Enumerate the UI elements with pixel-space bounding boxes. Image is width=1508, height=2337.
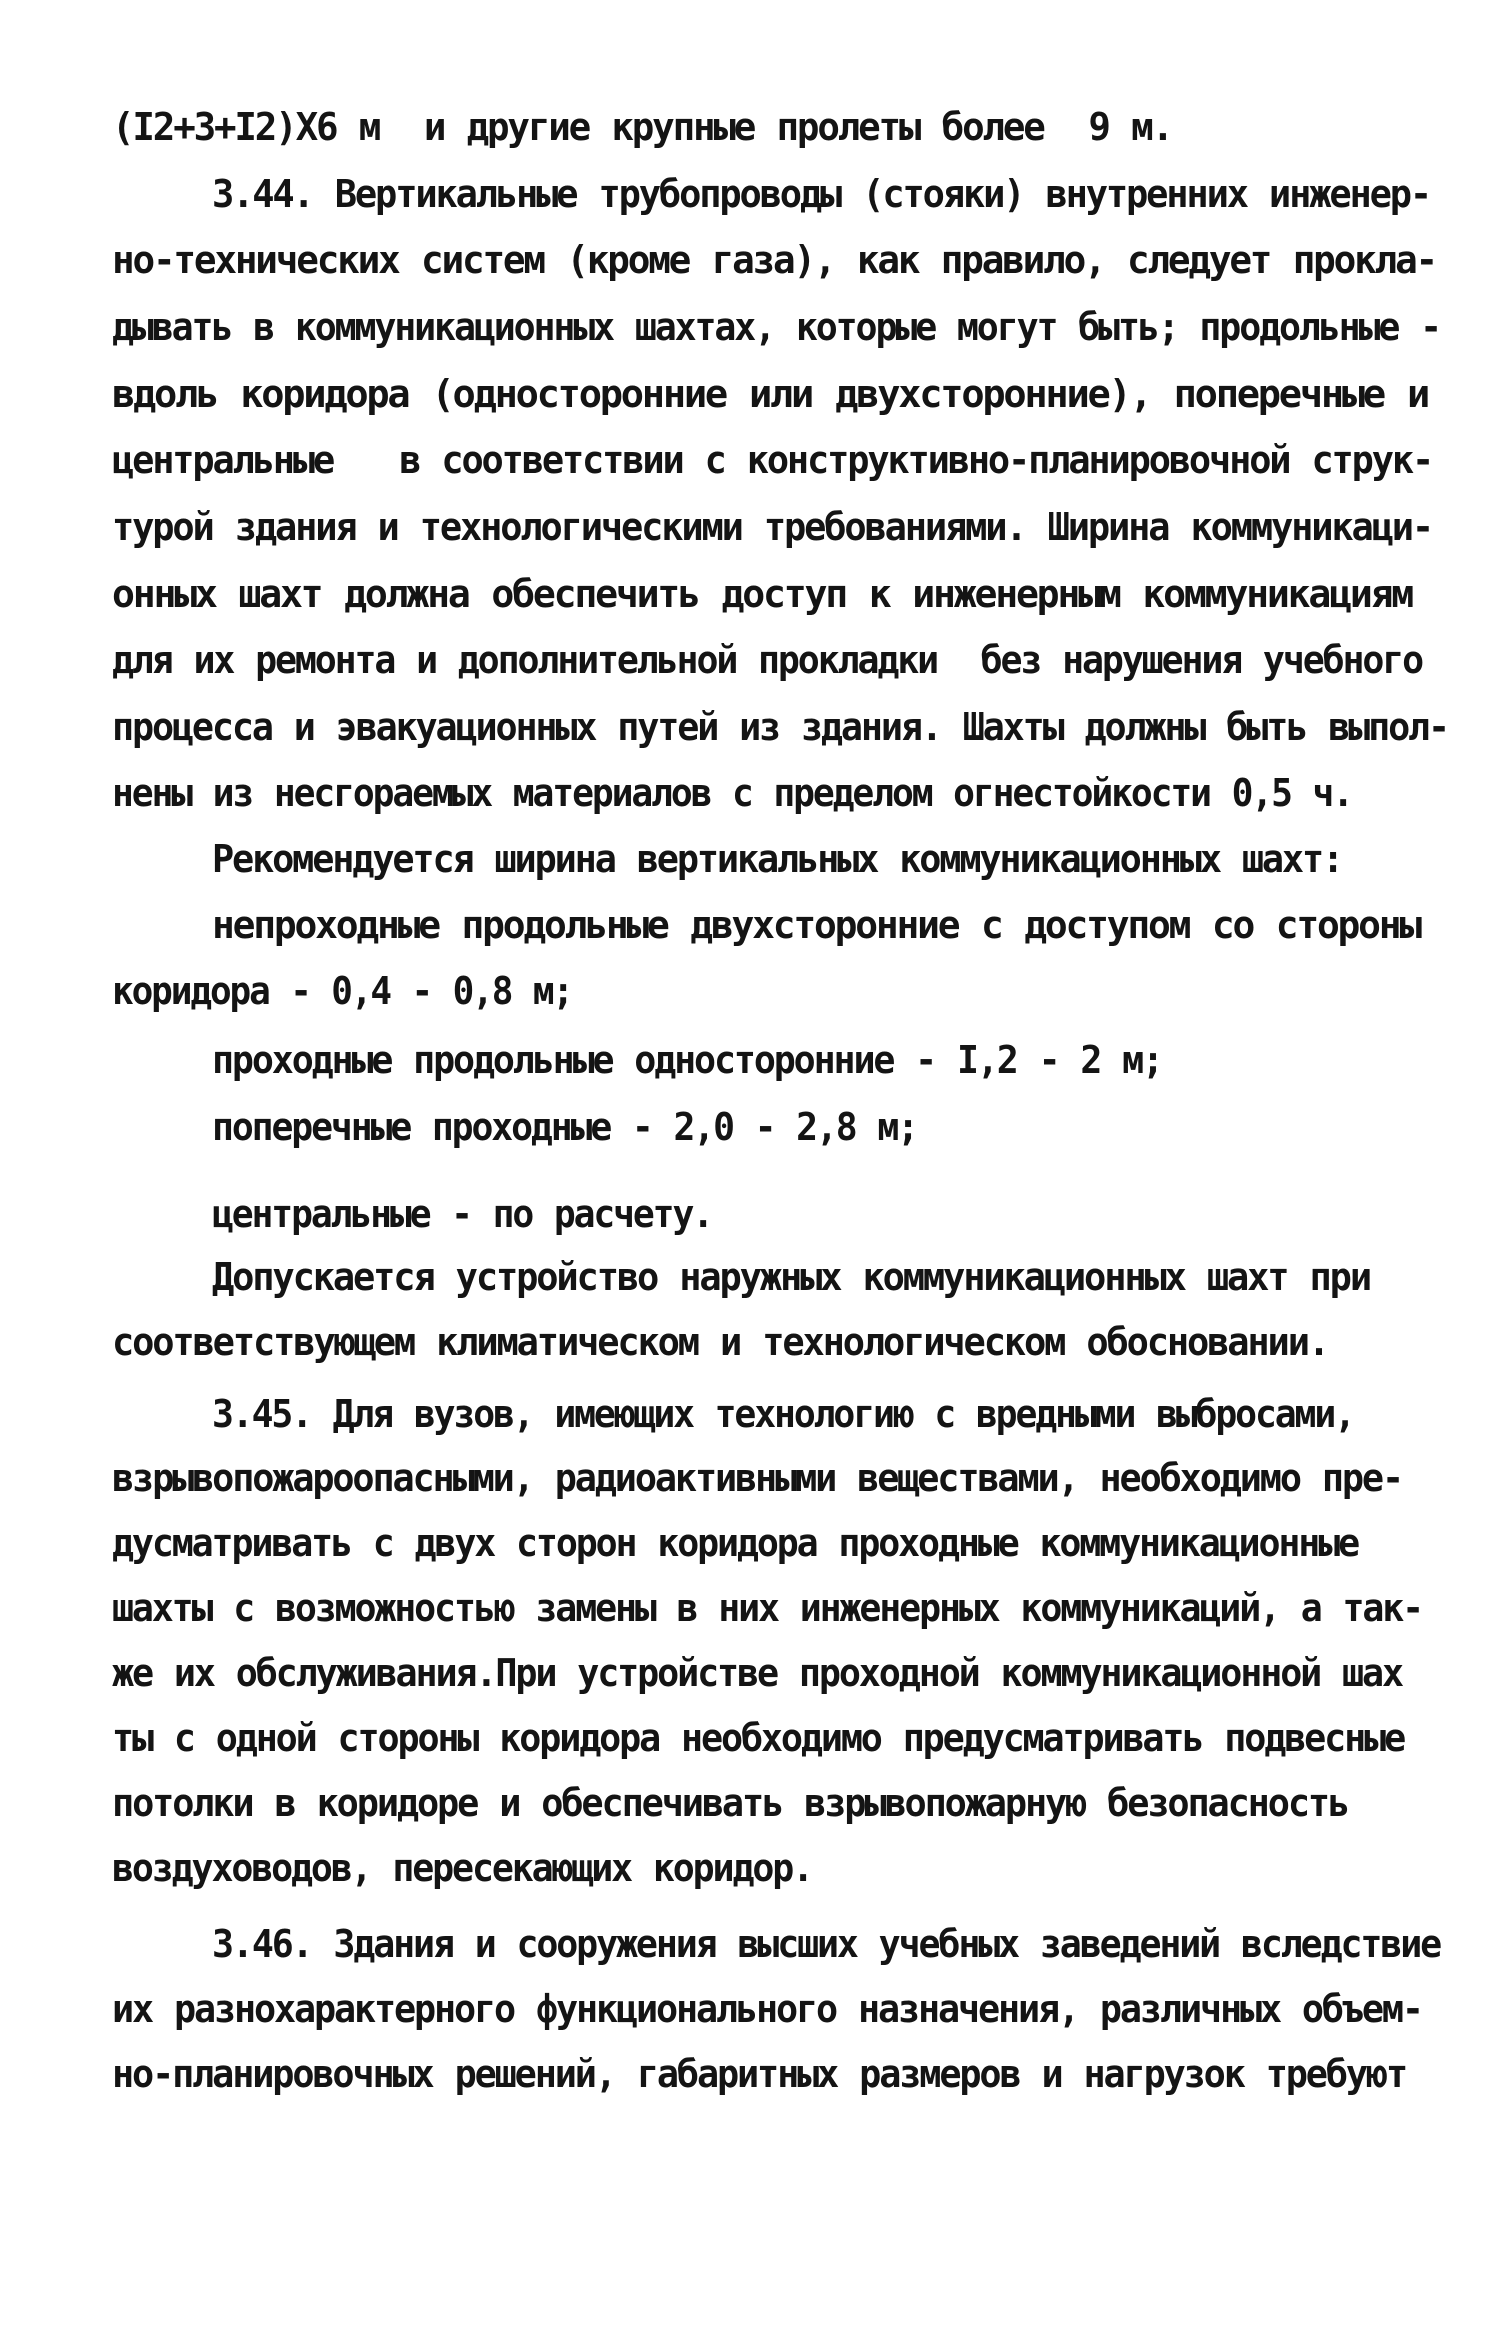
text-line: соответствующем климатическом и технологическом обосновании.: [112, 1320, 1328, 1364]
text-line: турой здания и технологическими требованиями. Ширина коммуникаци-: [112, 505, 1433, 549]
text-line: поперечные проходные - 2,0 - 2,8 м;: [212, 1105, 917, 1149]
text-line: потолки в коридоре и обеспечивать взрывопожарную безопасность: [112, 1781, 1349, 1825]
text-line: взрывопожароопасными, радиоактивными веществами, необходимо пре-: [112, 1456, 1402, 1500]
text-line: нены из несгораемых материалов с пределом огнестойкости 0,5 ч.: [112, 771, 1353, 815]
text-line: проходные продольные односторонние - I,2 - 2 м;: [212, 1038, 1162, 1082]
text-line: процесса и эвакуационных путей из здания. Шахты должны быть выпол-: [112, 705, 1449, 749]
text-line: центральные в соответствии с конструктивно-планировочной струк-: [112, 438, 1433, 482]
text-line: центральные - по расчету.: [212, 1192, 712, 1236]
text-line: дусматривать с двух сторон коридора проходные коммуникационные: [112, 1521, 1359, 1565]
text-line: шахты с возможностью замены в них инженерных коммуникаций, а так-: [112, 1586, 1423, 1630]
text-line: для их ремонта и дополнительной прокладки без нарушения учебного: [112, 638, 1423, 682]
text-line: Рекомендуется ширина вертикальных коммуникационных шахт:: [212, 837, 1343, 881]
text-line: вдоль коридора (односторонние или двухсторонние), поперечные и: [112, 372, 1429, 416]
text-line: (I2+3+I2)X6 м и другие крупные пролеты более 9 м.: [112, 105, 1172, 149]
text-line: 3.45. Для вузов, имеющих технологию с вредными выбросами,: [212, 1392, 1354, 1436]
text-line: 3.44. Вертикальные трубопроводы (стояки) внутренних инженер-: [212, 172, 1431, 216]
text-line: ты с одной стороны коридора необходимо предусматривать подвесные: [112, 1716, 1405, 1760]
text-line: непроходные продольные двухсторонние с доступом со стороны: [212, 903, 1421, 947]
text-line: Допускается устройство наружных коммуникационных шахт при: [212, 1255, 1370, 1299]
text-line: же их обслуживания.При устройстве проходной коммуникационной шах: [112, 1651, 1402, 1695]
text-line: онных шахт должна обеспечить доступ к инженерным коммуникациям: [112, 572, 1413, 616]
text-line: дывать в коммуникационных шахтах, которые могут быть; продольные -: [112, 305, 1441, 349]
text-line: их разнохарактерного функционального назначения, различных объем-: [112, 1987, 1422, 2031]
text-line: 3.46. Здания и сооружения высших учебных заведений вследствие: [212, 1922, 1441, 1966]
text-line: воздуховодов, пересекающих коридор.: [112, 1846, 813, 1890]
text-line: коридора - 0,4 - 0,8 м;: [112, 969, 573, 1013]
text-line: но-технических систем (кроме газа), как правило, следует прокла-: [112, 238, 1437, 282]
text-line: но-планировочных решений, габаритных размеров и нагрузок требуют: [112, 2052, 1406, 2096]
